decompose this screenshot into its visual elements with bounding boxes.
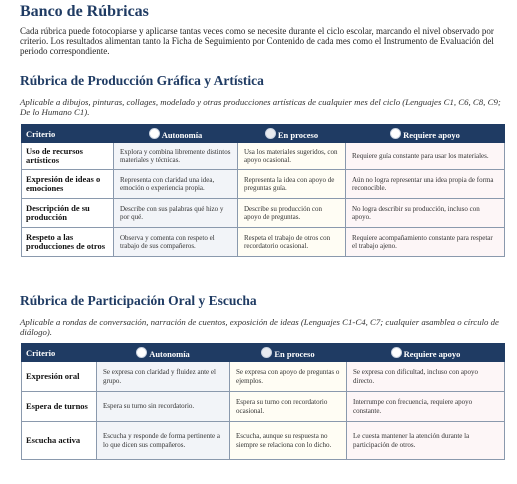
en-proceso-cell: Representa la idea con apoyo de preguntas guía.: [238, 170, 346, 199]
en-proceso-level-icon: [265, 128, 276, 139]
criterion-cell: Respeto a las producciones de otros: [22, 228, 114, 257]
autonomia-level-icon: [149, 128, 160, 139]
header-requiere-apoyo: Requiere apoyo: [346, 125, 505, 143]
section-note-oral: Aplicable a rondas de conversación, narración de cuentos, exposición de ideas (Lenguajes C1-C4, C7; cualquier asamblea o círculo de diálogo).: [20, 317, 499, 337]
criterion-cell: Escucha activa: [22, 422, 97, 460]
autonomia-cell: Observa y comenta con respeto el trabajo de sus compañeros.: [114, 228, 238, 257]
en-proceso-cell: Espera su turno con recordatorio ocasional.: [230, 392, 347, 422]
criterion-cell: Expresión oral: [22, 362, 97, 392]
document-title: Banco de Rúbricas: [20, 3, 149, 20]
requiere-apoyo-cell: No logra describir su producción, incluso con apoyo.: [346, 199, 505, 228]
table-header-row: [22, 344, 505, 362]
header-en-proceso: En proceso: [230, 344, 347, 362]
table-row: [22, 170, 505, 199]
autonomia-cell: Explora y combina libremente distintos materiales y técnicas.: [114, 143, 238, 170]
header-criterio: Criterio: [22, 125, 114, 143]
section-title-oral: Rúbrica de Participación Oral y Escucha: [20, 293, 257, 308]
header-autonomia: Autonomía: [97, 344, 230, 362]
autonomia-cell: Escucha y responde de forma pertinente a lo que dicen sus compañeros.: [97, 422, 230, 460]
requiere-apoyo-cell: Requiere guía constante para usar los materiales.: [346, 143, 505, 170]
table-row: [22, 199, 505, 228]
rubric-page: [20, 0, 504, 449]
requiere-apoyo-cell: Interrumpe con frecuencia, requiere apoyo constante.: [347, 392, 505, 422]
requiere-apoyo-cell: Le cuesta mantener la atención durante la participación de otros.: [347, 422, 505, 460]
section-note-grafica: Aplicable a dibujos, pinturas, collages, modelado y otras producciones artísticas de cualquier mes del ciclo (Lenguajes C1, C6, C8, C9; De lo Humano C1).: [20, 97, 501, 117]
table-row: [22, 422, 505, 460]
en-proceso-cell: Se expresa con apoyo de preguntas o ejemplos.: [230, 362, 347, 392]
en-proceso-cell: Escucha, aunque su respuesta no siempre se relaciona con lo dicho.: [230, 422, 347, 460]
autonomia-cell: Representa con claridad una idea, emoción o experiencia propia.: [114, 170, 238, 199]
criterion-cell: Espera de turnos: [22, 392, 97, 422]
autonomia-cell: Se expresa con claridad y fluidez ante el grupo.: [97, 362, 230, 392]
rubric-table-grafica: [21, 124, 505, 257]
table-header-row: [22, 125, 505, 143]
requiere-apoyo-level-icon: [391, 347, 402, 358]
table-row: [22, 228, 505, 257]
table-row: [22, 143, 505, 170]
requiere-apoyo-level-icon: [390, 128, 401, 139]
autonomia-cell: Espera su turno sin recordatorio.: [97, 392, 230, 422]
rubric-table-oral: [21, 343, 505, 460]
criterion-cell: Descripción de su producción: [22, 199, 114, 228]
section-title-grafica: Rúbrica de Producción Gráfica y Artística: [20, 73, 264, 88]
table-row: [22, 392, 505, 422]
en-proceso-cell: Respeta el trabajo de otros con recordatorio ocasional.: [238, 228, 346, 257]
en-proceso-cell: Usa los materiales sugeridos, con apoyo ocasional.: [238, 143, 346, 170]
table-row: [22, 362, 505, 392]
header-criterio: Criterio: [22, 344, 97, 362]
header-en-proceso: En proceso: [238, 125, 346, 143]
requiere-apoyo-cell: Se expresa con dificultad, incluso con apoyo directo.: [347, 362, 505, 392]
header-requiere-apoyo: Requiere apoyo: [347, 344, 505, 362]
autonomia-cell: Describe con sus palabras qué hizo y por qué.: [114, 199, 238, 228]
intro-paragraph: Cada rúbrica puede fotocopiarse y aplicarse tantas veces como se necesite durante el ciclo escolar, marcando el nivel observado por criterio. Los resultados alimentan tanto la Ficha de Seguimiento por Contenido de cada mes como el Instrumento de Evaluación del periodo correspondiente.: [20, 26, 494, 56]
requiere-apoyo-cell: Aún no logra representar una idea propia de forma reconocible.: [346, 170, 505, 199]
criterion-cell: Expresión de ideas o emociones: [22, 170, 114, 199]
requiere-apoyo-cell: Requiere acompañamiento constante para respetar el trabajo ajeno.: [346, 228, 505, 257]
autonomia-level-icon: [136, 347, 147, 358]
header-autonomia: Autonomía: [114, 125, 238, 143]
en-proceso-level-icon: [261, 347, 272, 358]
criterion-cell: Uso de recursos artísticos: [22, 143, 114, 170]
en-proceso-cell: Describe su producción con apoyo de preguntas.: [238, 199, 346, 228]
